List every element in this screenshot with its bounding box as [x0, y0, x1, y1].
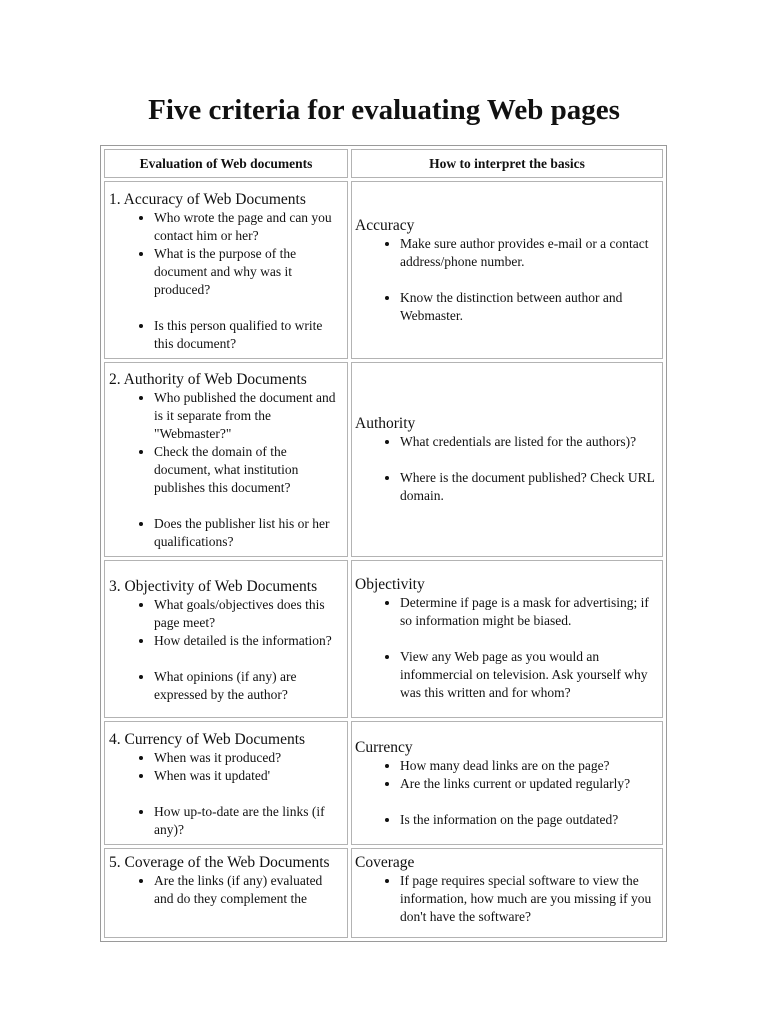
- criterion-question-list: [109, 389, 345, 551]
- criterion-cell-objectivity: [104, 560, 348, 718]
- interpretation-list: [355, 594, 660, 702]
- list-item: • Are the links (if any) evaluated and do they complement the: [154, 872, 345, 908]
- table-row: [104, 181, 663, 359]
- criterion-heading: 2. Authority of Web Documents: [109, 371, 307, 388]
- column-header-evaluation: Evaluation of Web documents: [104, 149, 348, 178]
- criterion-heading: 4. Currency of Web Documents: [109, 730, 306, 748]
- table-row: [104, 721, 663, 845]
- list-item: • Is the information on the page outdated?: [400, 811, 660, 829]
- criterion-question-list: [109, 749, 345, 839]
- list-item: • Know the distinction between author and Webmaster.: [400, 289, 660, 325]
- criterion-heading: 3. Objectivity of Web Documents: [109, 577, 318, 595]
- interpretation-cell-coverage: [351, 848, 663, 938]
- list-item: • Where is the document published? Check URL domain.: [400, 469, 660, 505]
- criterion-heading: 1. Accuracy of Web Documents: [109, 190, 306, 208]
- criterion-heading: 5. Coverage of the Web Documents: [109, 854, 330, 871]
- interpretation-list: [355, 757, 660, 829]
- list-item: • Is this person qualified to write this document?: [154, 317, 345, 353]
- list-item: • When was it updated': [154, 767, 345, 785]
- list-item: • Check the domain of the document, what institution publishes this document?: [154, 443, 345, 497]
- interpretation-heading: Objectivity: [355, 576, 425, 593]
- table-row: [104, 848, 663, 938]
- page-title: Five criteria for evaluating Web pages: [148, 94, 620, 126]
- interpretation-heading: Coverage: [355, 854, 415, 871]
- interpretation-list: [355, 235, 660, 325]
- list-item: • Are the links current or updated regularly?: [400, 775, 660, 793]
- list-item: • Determine if page is a mask for advertising; if so information might be biased.: [400, 594, 660, 630]
- list-item: • What opinions (if any) are expressed by the author?: [154, 668, 345, 704]
- cell-clip: [109, 853, 345, 935]
- interpretation-heading: Currency: [355, 738, 413, 756]
- list-item: • Make sure author provides e-mail or a contact address/phone number.: [400, 235, 660, 271]
- list-item: • View any Web page as you would an infommercial on television. Ask yourself why was this written and for whom?: [400, 648, 660, 702]
- criterion-question-list: [109, 596, 345, 704]
- list-item: • When was it produced?: [154, 749, 345, 767]
- criteria-table: [100, 145, 667, 942]
- list-item: • How many dead links are on the page?: [400, 757, 660, 775]
- interpretation-list: [355, 872, 660, 926]
- list-item: • Does the publisher list his or her qualifications?: [154, 515, 345, 551]
- list-item: • If page requires special software to view the information, how much are you missing if you don't have the software?: [400, 872, 660, 926]
- column-header-interpretation: How to interpret the basics: [351, 149, 663, 178]
- interpretation-heading: Authority: [355, 415, 416, 432]
- criterion-question-list: [109, 872, 345, 908]
- interpretation-cell-currency: [351, 721, 663, 845]
- criterion-question-list: [109, 209, 345, 353]
- list-item: • Who wrote the page and can you contact him or her?: [154, 209, 345, 245]
- criterion-cell-authority: [104, 362, 348, 557]
- list-item: • What goals/objectives does this page meet?: [154, 596, 345, 632]
- criterion-cell-coverage: [104, 848, 348, 938]
- list-item: • How detailed is the information?: [154, 632, 345, 650]
- list-item: • How up-to-date are the links (if any)?: [154, 803, 345, 839]
- list-item: • What credentials are listed for the authors)?: [400, 433, 660, 451]
- list-item: • Who published the document and is it separate from the "Webmaster?": [154, 389, 345, 443]
- table-row: [104, 362, 663, 557]
- cell-clip: [355, 853, 660, 935]
- interpretation-list: [355, 433, 660, 505]
- table-row: [104, 560, 663, 718]
- criterion-cell-accuracy: [104, 181, 348, 359]
- interpretation-heading: Accuracy: [355, 216, 415, 234]
- interpretation-cell-objectivity: [351, 560, 663, 718]
- criterion-cell-currency: [104, 721, 348, 845]
- interpretation-cell-accuracy: [351, 181, 663, 359]
- interpretation-cell-authority: [351, 362, 663, 557]
- header-row: [104, 149, 663, 178]
- list-item: • What is the purpose of the document and why was it produced?: [154, 245, 345, 299]
